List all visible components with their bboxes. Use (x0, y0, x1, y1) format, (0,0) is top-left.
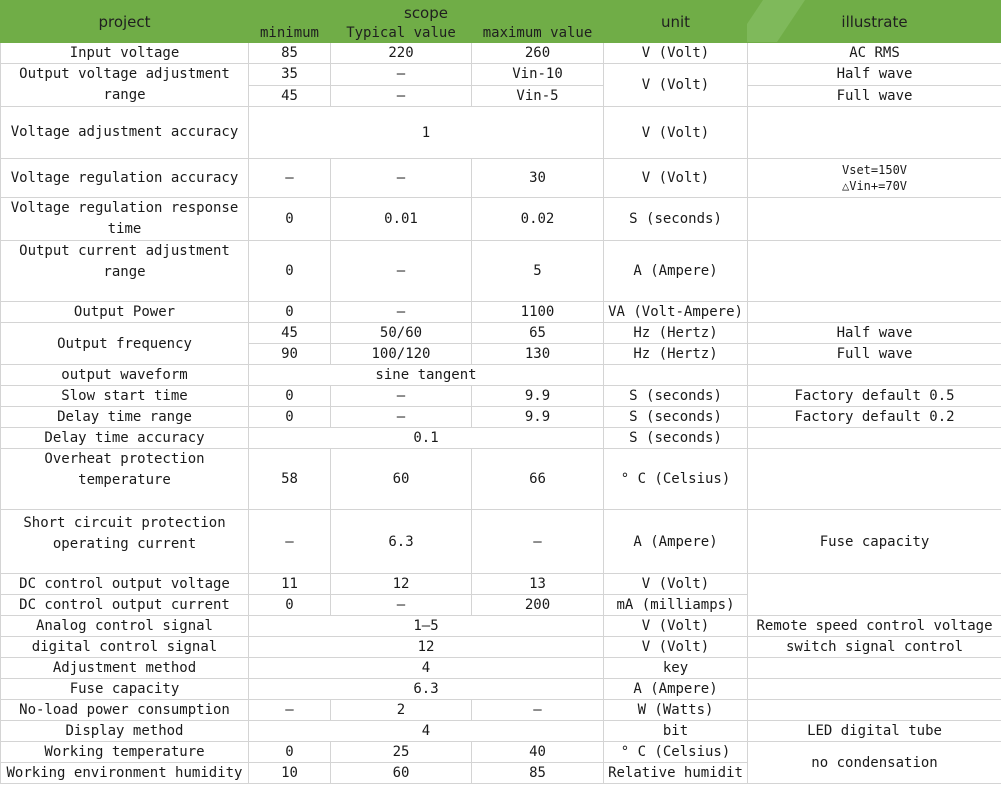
table-row (1, 428, 1001, 449)
cell-value[interactable]: 0.1 (249, 428, 604, 449)
cell-project[interactable]: Fuse capacity (1, 679, 249, 700)
cell-project[interactable]: Delay time accuracy (1, 428, 249, 449)
cell-project[interactable]: Display method (1, 721, 249, 742)
cell-project[interactable]: Analog control signal (1, 616, 249, 637)
cell-typ[interactable]: — (331, 159, 472, 198)
cell-max[interactable]: 9.9 (472, 407, 604, 428)
table-row (1, 43, 1001, 64)
cell-value[interactable]: 6.3 (249, 679, 604, 700)
header-project[interactable]: project (1, 1, 249, 43)
cell-min[interactable]: — (249, 700, 331, 721)
cell-min[interactable]: 0 (249, 407, 331, 428)
cell-max[interactable]: 1100 (472, 302, 604, 323)
cell-max[interactable]: 0.02 (472, 198, 604, 241)
table-row (1, 637, 1001, 658)
cell-project[interactable]: DC control output current (1, 595, 249, 616)
cell-value[interactable]: 1 (249, 107, 604, 159)
cell-unit[interactable]: Hz (Hertz) (604, 344, 748, 365)
cell-value[interactable]: 4 (249, 658, 604, 679)
cell-project[interactable]: Voltage regulation response time (1, 198, 249, 241)
header-illustrate[interactable]: illustrate (748, 1, 1001, 43)
header-unit[interactable]: unit (604, 1, 748, 43)
header-scope[interactable]: scope (249, 1, 604, 23)
table-row (1, 574, 1001, 595)
table-row (1, 510, 1001, 574)
cell-typ[interactable]: 60 (331, 449, 472, 510)
cell-typ[interactable]: — (331, 85, 472, 107)
cell-max[interactable]: 200 (472, 595, 604, 616)
cell-note[interactable]: Full wave (748, 344, 1001, 365)
cell-unit[interactable]: V (Volt) (604, 107, 748, 159)
cell-typ[interactable]: — (331, 595, 472, 616)
cell-unit[interactable]: A (Ampere) (604, 510, 748, 574)
cell-typ[interactable]: — (331, 241, 472, 302)
table-row (1, 365, 1001, 386)
cell-value[interactable]: 1—5 (249, 616, 604, 637)
cell-typ[interactable]: 25 (331, 742, 472, 763)
cell-min[interactable]: 10 (249, 763, 331, 784)
note-line-2: △Vin+=70V (842, 179, 908, 193)
cell-note[interactable] (748, 428, 1001, 449)
cell-note[interactable]: Fuse capacity (748, 510, 1001, 574)
cell-unit[interactable]: V (Volt) (604, 64, 748, 107)
cell-unit[interactable]: V (Volt) (604, 159, 748, 198)
cell-unit[interactable]: ° C (Celsius) (604, 742, 748, 763)
cell-project[interactable]: Voltage adjustment accuracy (1, 107, 249, 159)
cell-max[interactable]: — (472, 510, 604, 574)
cell-min[interactable]: 0 (249, 302, 331, 323)
cell-value[interactable]: 4 (249, 721, 604, 742)
cell-typ[interactable]: 6.3 (331, 510, 472, 574)
cell-project[interactable]: Output current adjustment range (1, 241, 249, 302)
cell-note[interactable]: switch signal control (748, 637, 1001, 658)
cell-min[interactable]: 0 (249, 595, 331, 616)
cell-typ[interactable]: 2 (331, 700, 472, 721)
table-row (1, 323, 1001, 344)
table-row (1, 742, 1001, 763)
cell-project[interactable]: output waveform (1, 365, 249, 386)
cell-project[interactable]: Short circuit protection operating current (1, 510, 249, 574)
cell-unit[interactable] (604, 365, 748, 386)
cell-note[interactable]: Remote speed control voltage (748, 616, 1001, 637)
table-row (1, 159, 1001, 198)
cell-typ[interactable]: — (331, 407, 472, 428)
cell-typ[interactable]: — (331, 386, 472, 407)
cell-typ[interactable]: 60 (331, 763, 472, 784)
cell-unit[interactable]: Relative humidit (604, 763, 748, 784)
cell-typ[interactable]: — (331, 64, 472, 86)
cell-min[interactable]: 11 (249, 574, 331, 595)
table-row (1, 658, 1001, 679)
cell-note[interactable] (748, 302, 1001, 323)
cell-project[interactable]: Adjustment method (1, 658, 249, 679)
cell-unit[interactable]: V (Volt) (604, 616, 748, 637)
cell-note[interactable] (748, 198, 1001, 241)
cell-project[interactable]: Input voltage (1, 43, 249, 64)
table-row (1, 700, 1001, 721)
cell-max[interactable]: 40 (472, 742, 604, 763)
header-row-1 (1, 1, 1001, 23)
cell-project[interactable]: Output frequency (1, 323, 249, 365)
cell-project[interactable]: DC control output voltage (1, 574, 249, 595)
cell-note[interactable]: no condensation (748, 742, 1001, 784)
cell-min[interactable]: — (249, 159, 331, 198)
cell-note[interactable] (748, 679, 1001, 700)
cell-unit[interactable]: S (seconds) (604, 428, 748, 449)
cell-max[interactable]: 5 (472, 241, 604, 302)
cell-note[interactable]: Full wave (748, 85, 1001, 107)
cell-note[interactable] (748, 658, 1001, 679)
cell-unit[interactable]: S (seconds) (604, 407, 748, 428)
cell-max[interactable]: 130 (472, 344, 604, 365)
cell-project[interactable]: Delay time range (1, 407, 249, 428)
cell-unit[interactable]: A (Ampere) (604, 241, 748, 302)
cell-note[interactable]: Half wave (748, 64, 1001, 86)
cell-unit[interactable]: key (604, 658, 748, 679)
cell-unit[interactable]: Hz (Hertz) (604, 323, 748, 344)
cell-unit[interactable]: mA (milliamps) (604, 595, 748, 616)
cell-note[interactable] (748, 700, 1001, 721)
cell-project[interactable]: digital control signal (1, 637, 249, 658)
cell-min[interactable]: 45 (249, 85, 331, 107)
cell-max[interactable]: Vin-5 (472, 85, 604, 107)
table-row (1, 386, 1001, 407)
cell-project[interactable]: Overheat protection temperature (1, 449, 249, 510)
table-row (1, 449, 1001, 510)
cell-unit[interactable]: S (seconds) (604, 386, 748, 407)
cell-unit[interactable]: bit (604, 721, 748, 742)
cell-project[interactable]: Output voltage adjustment range (1, 64, 249, 107)
cell-note[interactable] (748, 574, 1001, 616)
cell-min[interactable]: — (249, 510, 331, 574)
cell-note[interactable] (748, 449, 1001, 510)
table-row (1, 198, 1001, 241)
header-typical[interactable]: Typical value (331, 23, 472, 43)
cell-max[interactable]: 65 (472, 323, 604, 344)
cell-typ[interactable]: 12 (331, 574, 472, 595)
cell-typ[interactable]: 0.01 (331, 198, 472, 241)
table-row (1, 407, 1001, 428)
cell-max[interactable]: Vin-10 (472, 64, 604, 86)
cell-unit[interactable]: V (Volt) (604, 43, 748, 64)
cell-min[interactable]: 0 (249, 386, 331, 407)
cell-min[interactable]: 35 (249, 64, 331, 86)
cell-project[interactable]: Voltage regulation accuracy (1, 159, 249, 198)
cell-unit[interactable]: V (Volt) (604, 637, 748, 658)
cell-unit[interactable]: V (Volt) (604, 574, 748, 595)
cell-min[interactable]: 58 (249, 449, 331, 510)
cell-note[interactable]: Half wave (748, 323, 1001, 344)
cell-note[interactable] (748, 159, 1001, 198)
table-row (1, 302, 1001, 323)
header-minimum[interactable]: minimum (249, 23, 331, 43)
cell-unit[interactable]: VA (Volt-Ampere) (604, 302, 748, 323)
cell-max[interactable]: 66 (472, 449, 604, 510)
table-row (1, 616, 1001, 637)
cell-note[interactable]: Factory default 0.2 (748, 407, 1001, 428)
cell-value[interactable]: sine tangent (249, 365, 604, 386)
cell-max[interactable]: 13 (472, 574, 604, 595)
header-maximum[interactable]: maximum value (472, 23, 604, 43)
cell-project[interactable]: Output Power (1, 302, 249, 323)
cell-project[interactable]: Slow start time (1, 386, 249, 407)
cell-unit[interactable]: W (Watts) (604, 700, 748, 721)
cell-value[interactable]: 12 (249, 637, 604, 658)
table-row (1, 241, 1001, 302)
cell-max[interactable]: 30 (472, 159, 604, 198)
cell-typ[interactable]: 50/60 (331, 323, 472, 344)
cell-max[interactable]: 9.9 (472, 386, 604, 407)
cell-min[interactable]: 85 (249, 43, 331, 64)
cell-unit[interactable]: S (seconds) (604, 198, 748, 241)
note-line-1: Vset=150V (842, 163, 908, 177)
cell-max[interactable]: — (472, 700, 604, 721)
cell-note[interactable]: LED digital tube (748, 721, 1001, 742)
cell-note[interactable]: AC RMS (748, 43, 1001, 64)
cell-project[interactable]: No-load power consumption (1, 700, 249, 721)
cell-min[interactable]: 0 (249, 241, 331, 302)
cell-note[interactable]: Factory default 0.5 (748, 386, 1001, 407)
cell-unit[interactable]: ° C (Celsius) (604, 449, 748, 510)
cell-min[interactable]: 45 (249, 323, 331, 344)
table-row (1, 64, 1001, 86)
cell-note[interactable] (748, 365, 1001, 386)
cell-min[interactable]: 0 (249, 742, 331, 763)
cell-min[interactable]: 0 (249, 198, 331, 241)
cell-typ[interactable]: 100/120 (331, 344, 472, 365)
cell-typ[interactable]: 220 (331, 43, 472, 64)
cell-project[interactable]: Working temperature (1, 742, 249, 763)
cell-min[interactable]: 90 (249, 344, 331, 365)
cell-unit[interactable]: A (Ampere) (604, 679, 748, 700)
cell-max[interactable]: 85 (472, 763, 604, 784)
table-row (1, 107, 1001, 159)
table-row (1, 721, 1001, 742)
cell-project[interactable]: Working environment humidity (1, 763, 249, 784)
cell-note[interactable] (748, 107, 1001, 159)
cell-max[interactable]: 260 (472, 43, 604, 64)
table-row (1, 679, 1001, 700)
cell-note[interactable] (748, 241, 1001, 302)
cell-typ[interactable]: — (331, 302, 472, 323)
